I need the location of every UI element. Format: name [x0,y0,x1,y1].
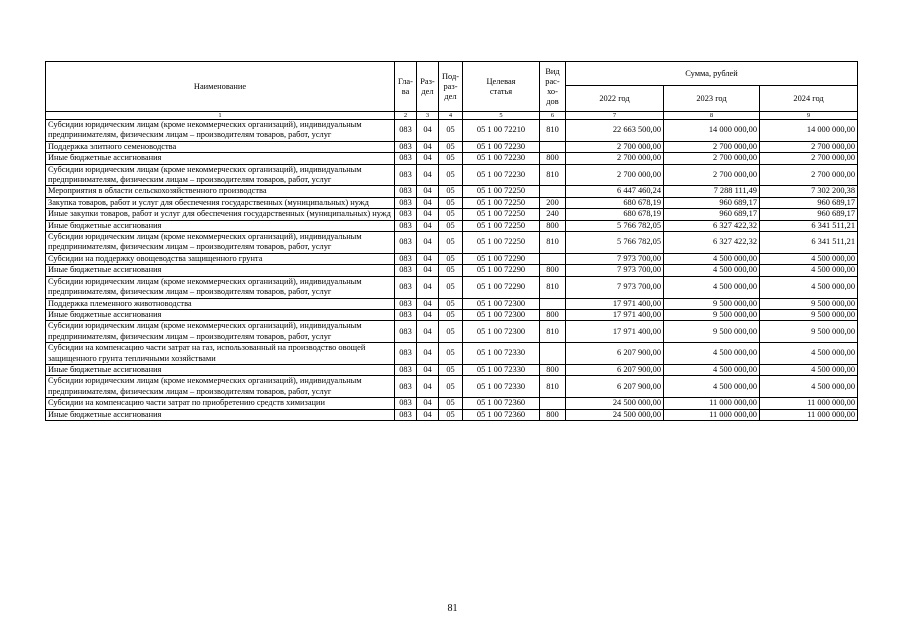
row-podrazdel: 05 [439,186,463,197]
row-statya: 05 1 00 72250 [463,220,540,231]
table-row [46,186,858,197]
row-statya: 05 1 00 72230 [463,164,540,186]
row-glava: 083 [395,343,417,365]
row-glava: 083 [395,398,417,409]
row-name: Иные бюджетные ассигнования [46,364,395,375]
row-name: Субсидии юридическим лицам (кроме некоммерческих организаций), индивидуальным предпринимателям, физическим лицам – производителям товаров, работ, услуг [46,164,395,186]
row-podrazdel: 05 [439,343,463,365]
row-name: Иные бюджетные ассигнования [46,409,395,420]
row-vid: 810 [540,232,566,254]
row-razdel: 04 [417,364,439,375]
column-number: 6 [540,112,566,120]
row-name: Субсидии на поддержку овощеводства защищенного грунта [46,253,395,264]
row-podrazdel: 05 [439,220,463,231]
row-vid: 800 [540,309,566,320]
row-sum-2022: 2 700 000,00 [566,141,664,152]
row-sum-2023: 9 500 000,00 [664,309,760,320]
table-row [46,232,858,254]
header-year-2024: 2024 год [760,86,858,112]
row-sum-2023: 9 500 000,00 [664,298,760,309]
row-name: Иные бюджетные ассигнования [46,309,395,320]
header-vid: Вид рас- хо- дов [540,62,566,112]
row-sum-2024: 4 500 000,00 [760,343,858,365]
row-sum-2023: 6 327 422,32 [664,220,760,231]
header-glava: Гла- ва [395,62,417,112]
header-year-2022: 2022 год [566,86,664,112]
row-podrazdel: 05 [439,141,463,152]
row-sum-2024: 9 500 000,00 [760,321,858,343]
row-glava: 083 [395,376,417,398]
row-name: Поддержка племенного животноводства [46,298,395,309]
row-glava: 083 [395,186,417,197]
column-number: 1 [46,112,395,120]
header-podrazdel: Под- раз- дел [439,62,463,112]
row-sum-2024: 4 500 000,00 [760,364,858,375]
column-number: 5 [463,112,540,120]
row-glava: 083 [395,220,417,231]
row-glava: 083 [395,309,417,320]
row-glava: 083 [395,141,417,152]
row-vid: 810 [540,376,566,398]
row-glava: 083 [395,321,417,343]
table-row [46,321,858,343]
row-vid [540,253,566,264]
row-sum-2022: 5 766 782,05 [566,220,664,231]
row-podrazdel: 05 [439,232,463,254]
table-row [46,141,858,152]
row-razdel: 04 [417,309,439,320]
row-sum-2023: 14 000 000,00 [664,120,760,142]
row-name: Субсидии на компенсацию части затрат на газ, использованный на производство овощей защищенного грунта тепличными хозяйствами [46,343,395,365]
row-sum-2023: 11 000 000,00 [664,409,760,420]
table-row [46,276,858,298]
row-vid [540,141,566,152]
row-name: Поддержка элитного семеноводства [46,141,395,152]
row-podrazdel: 05 [439,321,463,343]
row-sum-2022: 7 973 700,00 [566,253,664,264]
row-sum-2022: 17 971 400,00 [566,321,664,343]
row-razdel: 04 [417,321,439,343]
row-glava: 083 [395,164,417,186]
row-sum-2022: 24 500 000,00 [566,398,664,409]
row-vid: 800 [540,265,566,276]
row-name: Иные закупки товаров, работ и услуг для обеспечения государственных (муниципальных) нужд [46,209,395,220]
row-glava: 083 [395,364,417,375]
row-vid: 200 [540,197,566,208]
table-row [46,220,858,231]
row-podrazdel: 05 [439,276,463,298]
row-sum-2024: 11 000 000,00 [760,398,858,409]
row-sum-2022: 680 678,19 [566,197,664,208]
row-name: Иные бюджетные ассигнования [46,220,395,231]
row-vid: 810 [540,321,566,343]
row-sum-2022: 6 447 460,24 [566,186,664,197]
table-row [46,376,858,398]
row-sum-2023: 2 700 000,00 [664,164,760,186]
row-statya: 05 1 00 72360 [463,409,540,420]
row-vid [540,343,566,365]
row-sum-2024: 7 302 200,38 [760,186,858,197]
table-row [46,398,858,409]
row-vid: 800 [540,364,566,375]
column-number: 9 [760,112,858,120]
row-statya: 05 1 00 72250 [463,197,540,208]
row-glava: 083 [395,253,417,264]
row-sum-2023: 4 500 000,00 [664,265,760,276]
row-razdel: 04 [417,164,439,186]
row-sum-2023: 4 500 000,00 [664,343,760,365]
row-statya: 05 1 00 72330 [463,376,540,398]
row-razdel: 04 [417,120,439,142]
row-sum-2022: 680 678,19 [566,209,664,220]
row-sum-2023: 6 327 422,32 [664,232,760,254]
row-statya: 05 1 00 72250 [463,209,540,220]
table-row [46,298,858,309]
row-name: Иные бюджетные ассигнования [46,153,395,164]
row-sum-2024: 6 341 511,21 [760,232,858,254]
column-number: 8 [664,112,760,120]
row-sum-2023: 4 500 000,00 [664,376,760,398]
budget-table-container [45,61,857,421]
column-number-row [46,112,858,120]
row-glava: 083 [395,120,417,142]
row-razdel: 04 [417,141,439,152]
row-sum-2022: 6 207 900,00 [566,364,664,375]
row-podrazdel: 05 [439,209,463,220]
row-statya: 05 1 00 72230 [463,141,540,152]
row-glava: 083 [395,276,417,298]
row-podrazdel: 05 [439,253,463,264]
row-razdel: 04 [417,186,439,197]
row-sum-2022: 2 700 000,00 [566,164,664,186]
row-podrazdel: 05 [439,398,463,409]
row-podrazdel: 05 [439,364,463,375]
table-body [46,120,858,421]
table-row [46,153,858,164]
column-number: 4 [439,112,463,120]
row-sum-2022: 17 971 400,00 [566,309,664,320]
row-razdel: 04 [417,409,439,420]
row-sum-2024: 960 689,17 [760,209,858,220]
row-sum-2024: 9 500 000,00 [760,309,858,320]
header-statya: Целевая статья [463,62,540,112]
table-row [46,164,858,186]
row-glava: 083 [395,232,417,254]
row-sum-2022: 22 663 500,00 [566,120,664,142]
row-name: Субсидии юридическим лицам (кроме некоммерческих организаций), индивидуальным предпринимателям, физическим лицам – производителям товаров, работ, услуг [46,232,395,254]
row-podrazdel: 05 [439,197,463,208]
row-sum-2024: 4 500 000,00 [760,376,858,398]
table-row [46,343,858,365]
row-sum-2023: 960 689,17 [664,209,760,220]
header-year-2023: 2023 год [664,86,760,112]
row-vid: 800 [540,220,566,231]
page-number: 81 [447,603,458,614]
row-vid [540,186,566,197]
row-sum-2022: 17 971 400,00 [566,298,664,309]
row-razdel: 04 [417,153,439,164]
row-sum-2023: 2 700 000,00 [664,153,760,164]
table-header [46,62,858,120]
row-sum-2022: 24 500 000,00 [566,409,664,420]
row-podrazdel: 05 [439,309,463,320]
row-sum-2023: 4 500 000,00 [664,364,760,375]
header-razdel: Раз- дел [417,62,439,112]
row-sum-2024: 4 500 000,00 [760,276,858,298]
row-statya: 05 1 00 72250 [463,232,540,254]
table-row [46,120,858,142]
row-statya: 05 1 00 72230 [463,153,540,164]
row-glava: 083 [395,197,417,208]
row-razdel: 04 [417,276,439,298]
row-sum-2022: 2 700 000,00 [566,153,664,164]
row-sum-2022: 7 973 700,00 [566,265,664,276]
row-sum-2022: 5 766 782,05 [566,232,664,254]
row-razdel: 04 [417,343,439,365]
row-vid: 810 [540,164,566,186]
row-podrazdel: 05 [439,265,463,276]
row-sum-2024: 2 700 000,00 [760,153,858,164]
table-row [46,309,858,320]
row-sum-2022: 6 207 900,00 [566,343,664,365]
table-row [46,265,858,276]
row-sum-2024: 14 000 000,00 [760,120,858,142]
table-row [46,197,858,208]
row-statya: 05 1 00 72300 [463,309,540,320]
row-vid [540,398,566,409]
row-name: Субсидии юридическим лицам (кроме некоммерческих организаций), индивидуальным предпринимателям, физическим лицам – производителям товаров, работ, услуг [46,321,395,343]
row-sum-2023: 9 500 000,00 [664,321,760,343]
row-name: Иные бюджетные ассигнования [46,265,395,276]
row-sum-2024: 11 000 000,00 [760,409,858,420]
row-sum-2023: 4 500 000,00 [664,276,760,298]
row-glava: 083 [395,153,417,164]
row-name: Субсидии на компенсацию части затрат по приобретению средств химизации [46,398,395,409]
row-podrazdel: 05 [439,164,463,186]
row-statya: 05 1 00 72250 [463,186,540,197]
row-razdel: 04 [417,232,439,254]
row-sum-2024: 960 689,17 [760,197,858,208]
row-name: Субсидии юридическим лицам (кроме некоммерческих организаций), индивидуальным предпринимателям, физическим лицам – производителям товаров, работ, услуг [46,120,395,142]
row-sum-2022: 6 207 900,00 [566,376,664,398]
row-glava: 083 [395,409,417,420]
row-statya: 05 1 00 72300 [463,321,540,343]
row-vid: 240 [540,209,566,220]
row-statya: 05 1 00 72360 [463,398,540,409]
table-row [46,364,858,375]
budget-table [45,61,858,421]
row-statya: 05 1 00 72330 [463,343,540,365]
row-statya: 05 1 00 72290 [463,276,540,298]
row-podrazdel: 05 [439,298,463,309]
row-sum-2023: 11 000 000,00 [664,398,760,409]
row-vid: 810 [540,276,566,298]
row-sum-2024: 2 700 000,00 [760,164,858,186]
row-glava: 083 [395,298,417,309]
column-number: 7 [566,112,664,120]
row-vid: 800 [540,153,566,164]
row-podrazdel: 05 [439,153,463,164]
column-number: 3 [417,112,439,120]
row-sum-2024: 4 500 000,00 [760,265,858,276]
row-sum-2024: 6 341 511,21 [760,220,858,231]
row-vid [540,298,566,309]
row-razdel: 04 [417,265,439,276]
row-statya: 05 1 00 72290 [463,265,540,276]
table-row [46,209,858,220]
row-razdel: 04 [417,197,439,208]
row-razdel: 04 [417,376,439,398]
row-name: Субсидии юридическим лицам (кроме некоммерческих организаций), индивидуальным предпринимателям, физическим лицам – производителям товаров, работ, услуг [46,276,395,298]
row-podrazdel: 05 [439,376,463,398]
row-vid: 800 [540,409,566,420]
row-statya: 05 1 00 72330 [463,364,540,375]
row-razdel: 04 [417,298,439,309]
row-name: Закупка товаров, работ и услуг для обеспечения государственных (муниципальных) нужд [46,197,395,208]
row-podrazdel: 05 [439,120,463,142]
row-sum-2024: 9 500 000,00 [760,298,858,309]
row-statya: 05 1 00 72300 [463,298,540,309]
row-razdel: 04 [417,398,439,409]
row-sum-2023: 960 689,17 [664,197,760,208]
row-name: Мероприятия в области сельскохозяйственного производства [46,186,395,197]
row-glava: 083 [395,209,417,220]
row-glava: 083 [395,265,417,276]
row-podrazdel: 05 [439,409,463,420]
row-sum-2024: 4 500 000,00 [760,253,858,264]
table-row [46,409,858,420]
row-name: Субсидии юридическим лицам (кроме некоммерческих организаций), индивидуальным предпринимателям, физическим лицам – производителям товаров, работ, услуг [46,376,395,398]
row-razdel: 04 [417,220,439,231]
row-statya: 05 1 00 72290 [463,253,540,264]
row-sum-2022: 7 973 700,00 [566,276,664,298]
row-sum-2023: 4 500 000,00 [664,253,760,264]
row-razdel: 04 [417,253,439,264]
row-sum-2023: 2 700 000,00 [664,141,760,152]
row-sum-2024: 2 700 000,00 [760,141,858,152]
row-razdel: 04 [417,209,439,220]
header-name: Наименование [46,62,395,112]
header-sum: Сумма, рублей [566,62,858,86]
row-vid: 810 [540,120,566,142]
row-sum-2023: 7 288 111,49 [664,186,760,197]
row-statya: 05 1 00 72210 [463,120,540,142]
table-row [46,253,858,264]
column-number: 2 [395,112,417,120]
